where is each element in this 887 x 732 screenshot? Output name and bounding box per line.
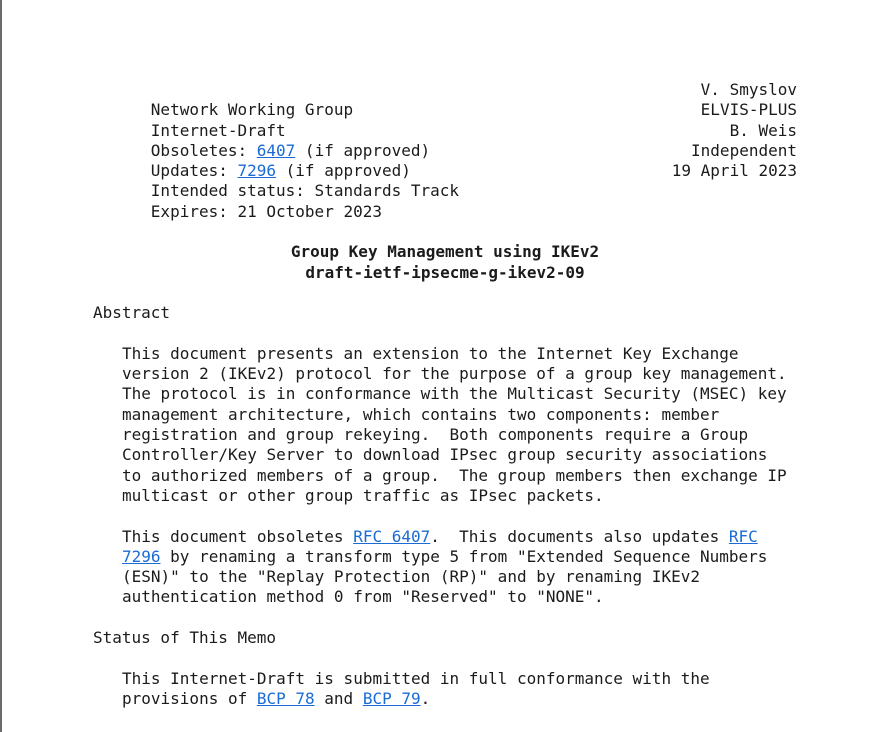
updates-rfc-link[interactable]: 7296 <box>237 161 277 181</box>
document-title: Group Key Management using IKEv2 <box>290 242 600 262</box>
abstract-line: Controller/Key Server to download IPsec group security associations <box>122 445 768 465</box>
status-line <box>93 689 797 709</box>
publication-date: 19 April 2023 <box>671 161 797 181</box>
author-1-name: V. Smyslov <box>700 80 797 99</box>
intended-status: Intended status: Standards Track <box>150 181 460 201</box>
rfc-7296-link[interactable]: RFC <box>728 526 758 546</box>
section-heading-abstract: Abstract <box>93 303 171 323</box>
bcp-79-link[interactable]: BCP 79 <box>362 688 421 708</box>
expiry-date: Expires: 21 October 2023 <box>150 201 382 221</box>
header-group-label: Network Working Group <box>150 100 354 120</box>
updates-suffix: (if approved) <box>276 161 411 181</box>
author-1-org: ELVIS-PLUS <box>700 100 797 120</box>
updates-prefix: Updates: <box>150 161 238 181</box>
rfc-7296-link[interactable]: 7296 <box>122 546 161 566</box>
obsoletes-suffix: (if approved) <box>295 140 431 160</box>
author-2-name: B. Weis <box>729 120 797 140</box>
section-heading-status: Status of This Memo <box>93 628 277 648</box>
author-2-org: Independent <box>691 140 797 160</box>
abstract-line: registration and group rekeying. Both components require a Group <box>122 425 749 445</box>
status-line: This Internet-Draft is submitted in full conformance with the <box>122 668 710 688</box>
abstract-line: The protocol is in conformance with the Multicast Security (MSEC) key <box>122 384 787 404</box>
abstract-line: version 2 (IKEv2) protocol for the purpose of a group key management. <box>122 364 787 384</box>
text-fragment: provisions of <box>122 688 257 708</box>
abstract-line: authentication method 0 from "Reserved" to "NONE". <box>122 587 604 607</box>
rfc-6407-link[interactable]: RFC 6407 <box>353 526 431 546</box>
abstract-line <box>93 547 797 567</box>
obsoletes-rfc-link[interactable]: 6407 <box>256 140 296 160</box>
text-fragment: by renaming a transform type 5 from "Extended Sequence Numbers <box>160 546 768 566</box>
draft-document <box>93 80 797 709</box>
header-row <box>93 161 797 201</box>
abstract-line: (ESN)" to the "Replay Protection (RP)" and by renaming IKEv2 <box>122 567 700 587</box>
text-fragment: . <box>420 688 431 708</box>
obsoletes-prefix: Obsoletes: <box>150 140 257 160</box>
abstract-line: This document presents an extension to the Internet Key Exchange <box>122 343 739 363</box>
header-row <box>93 181 797 221</box>
header-doc-type: Internet-Draft <box>150 120 286 140</box>
bcp-78-link[interactable]: BCP 78 <box>256 688 315 708</box>
text-fragment: and <box>314 688 363 708</box>
abstract-line: multicast or other group traffic as IPsec packets. <box>122 485 604 505</box>
text-fragment: . This documents also updates <box>430 526 729 546</box>
abstract-line: to authorized members of a group. The group members then exchange IP <box>122 465 787 485</box>
draft-name: draft-ietf-ipsecme-g-ikev2-09 <box>305 262 585 282</box>
text-fragment: This document obsoletes <box>122 526 354 546</box>
abstract-line: management architecture, which contains two components: member <box>122 404 720 424</box>
abstract-line <box>93 527 797 547</box>
